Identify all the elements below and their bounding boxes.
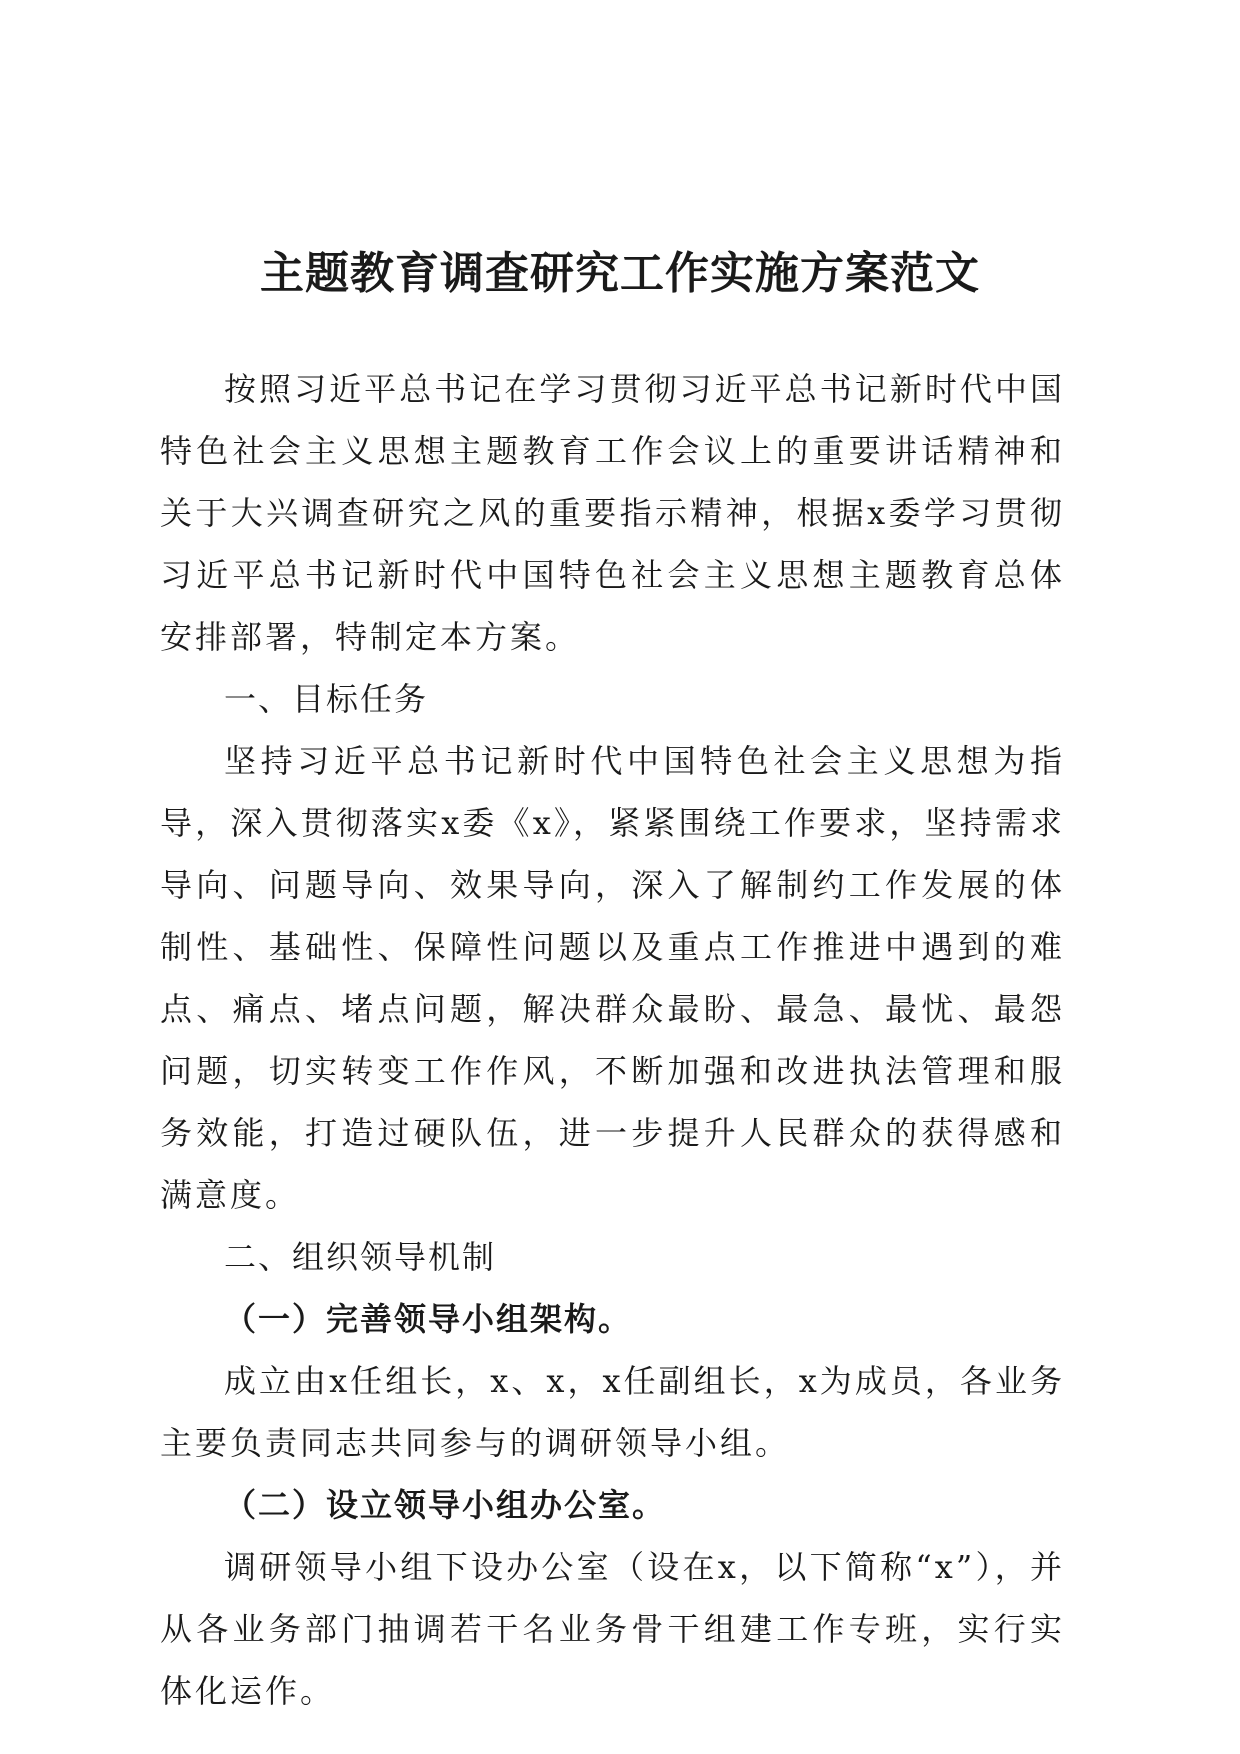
leadership-group-paragraph: 成立由x任组长，x、x，x任副组长，x为成员，各业务主要负责同志共同参与的调研领导小组。 [160,1362,1065,1462]
goals-paragraph: 坚持习近平总书记新时代中国特色社会主义思想为指导，深入贯彻落实x委《x》，紧紧围绕工作要求，坚持需求导向、问题导向、效果导向，深入了解制约工作发展的体制性、基础性、保障性问题以及重点工作推进中遇到的难点、痛点、堵点问题，解决群众最盼、最急、最忧、最怨问题，切实转变工作作风，不断加强和改进执法管理和服务效能，打造过硬队伍，进一步提升人民群众的获得感和满意度。 [160,742,1065,1214]
subsection-heading-leadership-group: （一）完善领导小组架构。 [224,1300,633,1338]
office-paragraph: 调研领导小组下设办公室（设在x，以下简称“x”），并从各业务部门抽调若干名业务骨干组建工作专班，实行实体化运作。 [160,1548,1065,1710]
section-heading-organization: 二、组织领导机制 [224,1238,497,1276]
subsection-heading-office: （二）设立领导小组办公室。 [224,1486,667,1524]
intro-paragraph: 按照习近平总书记在学习贯彻习近平总书记新时代中国特色社会主义思想主题教育工作会议上的重要讲话精神和关于大兴调查研究之风的重要指示精神，根据x委学习贯彻习近平总书记新时代中国特色社会主义思想主题教育总体安排部署，特制定本方案。 [160,370,1065,656]
section-heading-goals: 一、目标任务 [224,680,429,718]
document-body [160,358,1065,1722]
document-title: 主题教育调查研究工作实施方案范文 [260,248,980,299]
